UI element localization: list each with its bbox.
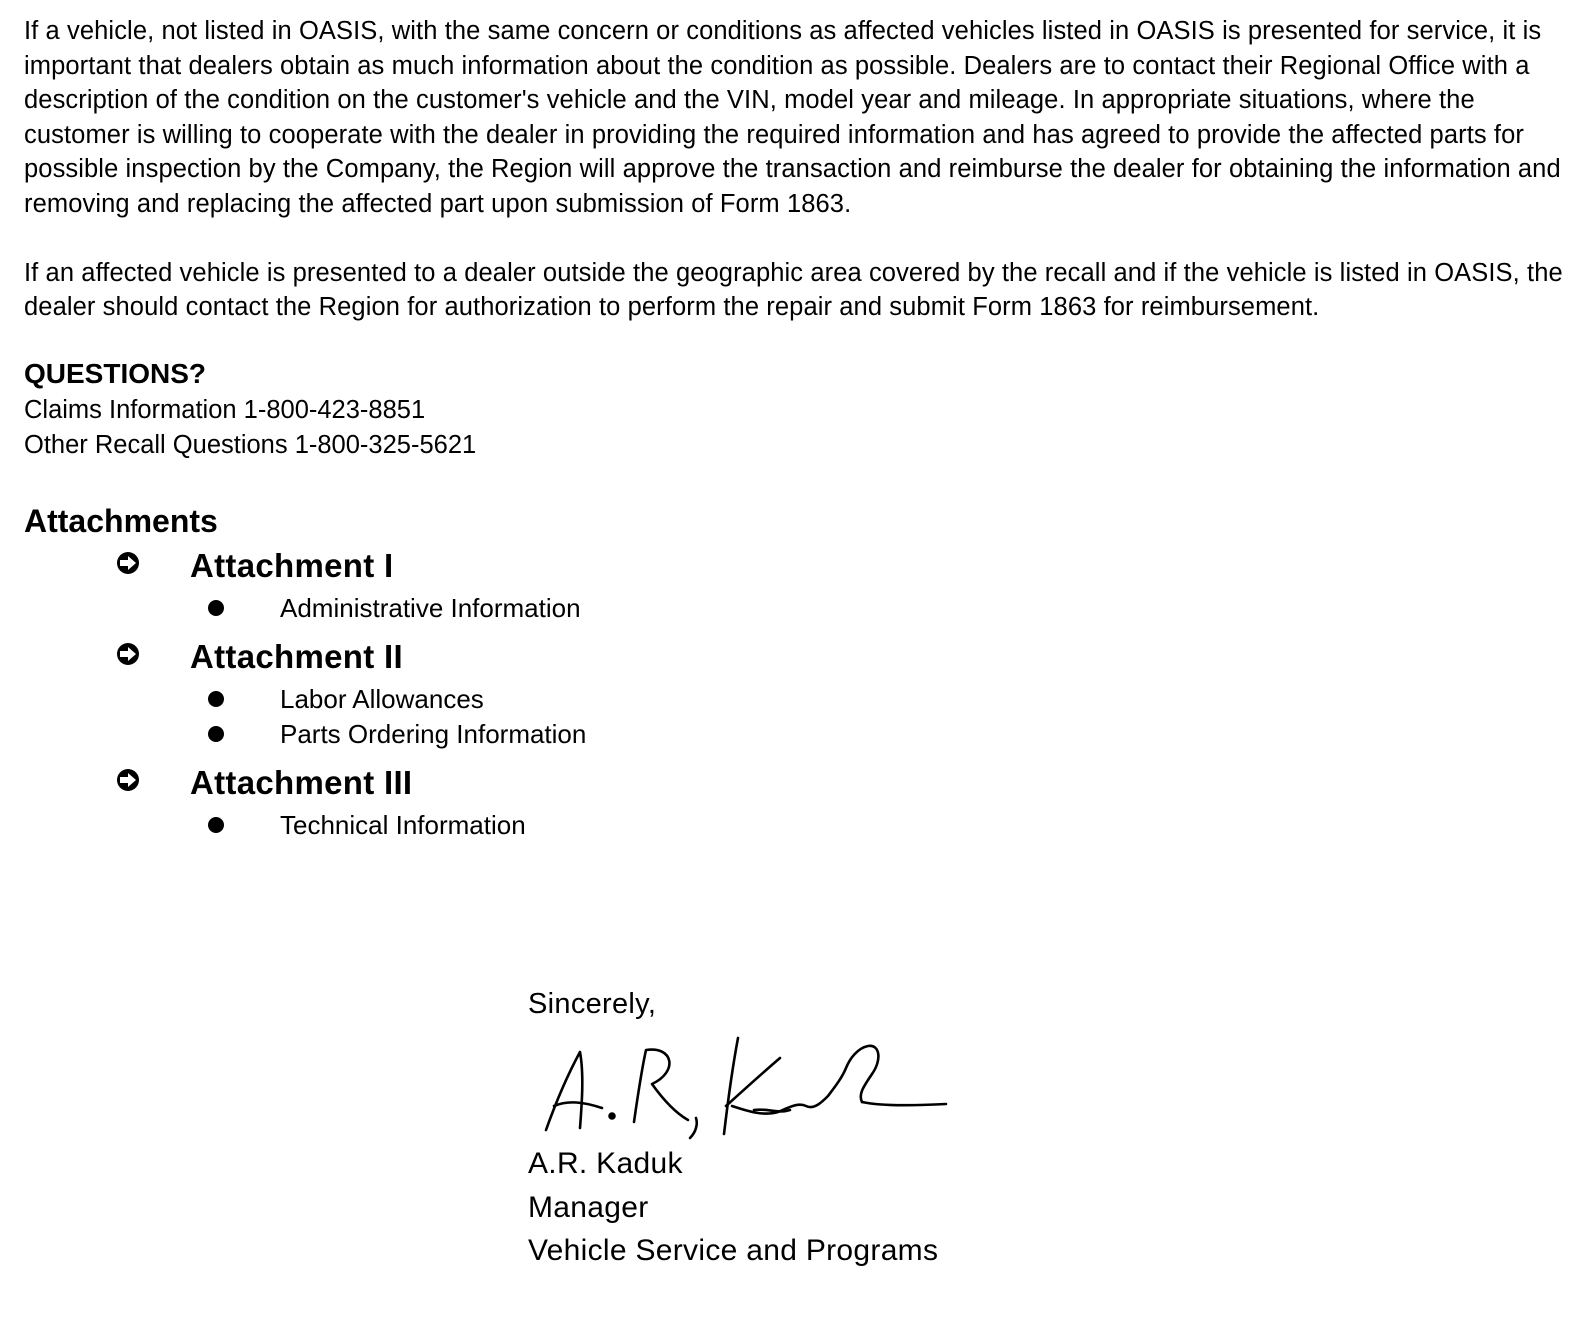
salutation: Sincerely, <box>528 988 657 1020</box>
attachment-title: Attachment III <box>190 763 413 801</box>
attachment-subitem <box>24 591 1564 626</box>
right-arrow-icon <box>116 551 144 575</box>
signer-name: A.R. Kaduk <box>528 1147 683 1180</box>
attachment-subitem-label: Technical Information <box>280 809 526 840</box>
attachments-heading: Attachments <box>24 502 218 539</box>
attachment-subitem-label: Parts Ordering Information <box>280 718 587 749</box>
other-recall-questions-line: Other Recall Questions 1-800-325-5621 <box>24 430 477 459</box>
attachments-section <box>24 501 1564 843</box>
attachment-subitem-label: Labor Allowances <box>280 683 484 714</box>
attachment-subitem <box>24 682 1564 717</box>
closing-block <box>528 984 958 1273</box>
questions-heading: QUESTIONS? <box>24 357 207 389</box>
body-paragraph-1: If a vehicle, not listed in OASIS, with the same concern or conditions as affected vehicles listed in OASIS is presented for service, it is important that dealers obtain as much information about the condition as possible. Dealers are to contact their Regional Office with a description of the condition on the customer's vehicle and the VIN, model year and mileage. In appropriate situations, where the customer is willing to cooperate with the dealer in providing the required information and has agreed to provide the affected parts for possible inspection by the Company, the Region will approve the transaction and reimburse the dealer for obtaining the information and removing and replacing the affected part upon submission of Form 1863. <box>24 17 1561 218</box>
right-arrow-icon <box>116 642 144 666</box>
questions-section <box>24 355 1564 463</box>
attachment-subitem-label: Administrative Information <box>280 592 581 623</box>
document-page <box>24 14 1564 849</box>
attachment-title: Attachment II <box>190 637 403 675</box>
signer-department: Vehicle Service and Programs <box>528 1234 939 1267</box>
bullet-icon <box>208 817 224 833</box>
bullet-icon <box>208 600 224 616</box>
bullet-icon <box>208 726 224 742</box>
attachment-subitem <box>24 717 1564 752</box>
bullet-icon <box>208 691 224 707</box>
claims-information-line: Claims Information 1-800-423-8851 <box>24 395 426 424</box>
signature-image <box>528 1032 958 1142</box>
signer-title: Manager <box>528 1190 649 1224</box>
attachment-item <box>24 541 1564 626</box>
body-paragraph-2: If an affected vehicle is presented to a dealer outside the geographic area covered by the recall and if the vehicle is listed in OASIS, the dealer should contact the Region for authorization to perform the repair and submit Form 1863 for reimbursement. <box>24 258 1563 322</box>
attachments-list <box>24 541 1564 843</box>
attachment-subitem <box>24 808 1564 843</box>
attachment-item <box>24 758 1564 843</box>
attachment-item <box>24 632 1564 752</box>
attachment-title: Attachment I <box>190 546 394 584</box>
right-arrow-icon <box>116 768 144 792</box>
